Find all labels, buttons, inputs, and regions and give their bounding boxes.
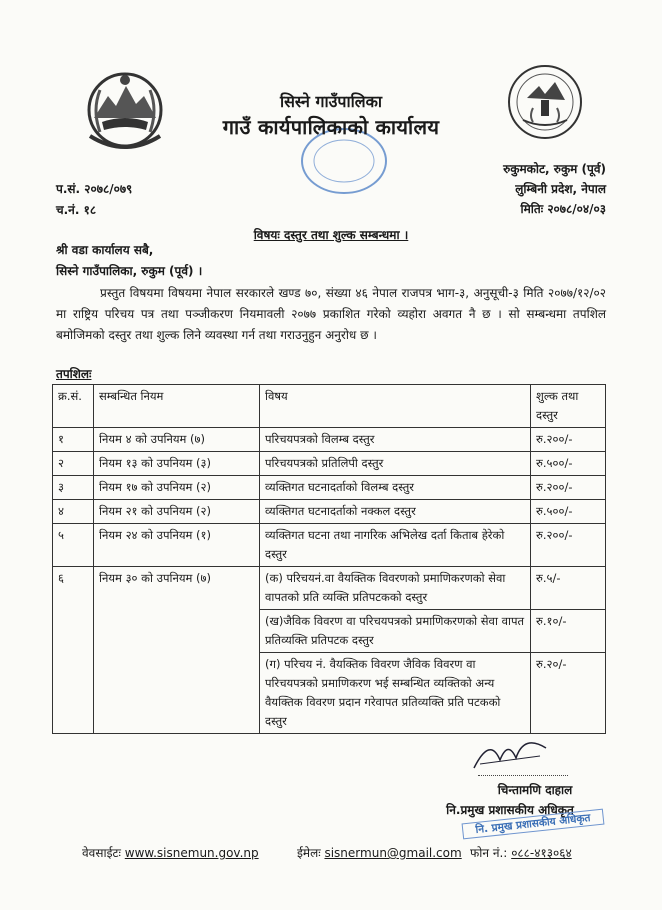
dispatch-number <box>56 201 96 218</box>
dispatch-label: च.नं. <box>56 203 80 217</box>
fee-table <box>52 384 606 734</box>
municipality-title: सिस्ने गाउँपालिका <box>279 92 383 111</box>
cell-subject: (ग) परिचय नं. वैयक्तिक विवरण जैविक विवरण वा परिचयपत्रको प्रमाणिकरण भई सम्बन्धित व्यक्तिको अन्य वैयक्तिक विवरण प्रदान गरेवापत प्रतिव्यक्ति प्रति पटकको दस्तुर <box>260 653 531 734</box>
cell-fee: रु.२००/- <box>531 428 606 452</box>
cell-rule: नियम २१ को उपनियम (२) <box>94 500 260 524</box>
header-fee: शुल्क तथा दस्तुर <box>531 385 606 428</box>
cell-sn: ४ <box>53 500 94 524</box>
cell-fee: रु.२०/- <box>531 653 606 734</box>
recipient-line-1: श्री वडा कार्यालय सबै, <box>56 243 154 257</box>
cell-subject: परिचयपत्रको प्रतिलिपी दस्तुर <box>260 452 531 476</box>
website-label: वेवसाईटः <box>82 846 121 860</box>
phone-number: ०८८-४१३०६४ <box>511 846 572 860</box>
cell-sn: ६ <box>53 567 94 734</box>
cell-sn: ५ <box>53 524 94 567</box>
cell-rule: नियम १७ को उपनियम (२) <box>94 476 260 500</box>
cell-fee: रु.५/- <box>531 567 606 610</box>
cell-subject: (क) परिचयनं.वा वैयक्तिक विवरणको प्रमाणिकरणको सेवा वापतको प्रति व्यक्ति प्रतिपटकको दस्तुर <box>260 567 531 610</box>
signatory-designation: नि.प्रमुख प्रशासकीय अधिकृत <box>446 803 574 817</box>
date-label: मितिः <box>520 202 544 216</box>
cell-rule: नियम ३० को उपनियम (७) <box>94 567 260 734</box>
table-row <box>53 452 606 476</box>
cell-subject: (ख)जैविक विवरण वा परिचयपत्रको प्रमाणिकरणको सेवा वापत प्रतिव्यक्ति प्रतिपटक दस्तुर <box>260 610 531 653</box>
date-value: २०७८/०४/०३ <box>547 202 606 216</box>
footer-phone <box>470 844 572 861</box>
cell-subject: परिचयपत्रको विलम्ब दस्तुर <box>260 428 531 452</box>
cell-fee: रु.५००/- <box>531 500 606 524</box>
address-line-1: रुकुमकोट, रुकुम (पूर्व) <box>503 162 606 176</box>
header-subject: विषय <box>260 385 531 428</box>
email-link[interactable]: sisnermun@gmail.com <box>324 846 462 860</box>
cell-rule: नियम २४ को उपनियम (१) <box>94 524 260 567</box>
address-line-2: लुम्बिनी प्रदेश, नेपाल <box>515 182 606 196</box>
cell-sn: २ <box>53 452 94 476</box>
cell-subject: व्यक्तिगत घटनादर्ताको नक्कल दस्तुर <box>260 500 531 524</box>
cell-sn: ३ <box>53 476 94 500</box>
ref-value: २०७८/०७९ <box>84 182 133 196</box>
cell-rule: नियम ४ को उपनियम (७) <box>94 428 260 452</box>
dispatch-value: १८ <box>83 203 97 217</box>
website-link[interactable]: www.sisnemun.gov.np <box>124 846 259 860</box>
cell-fee: रु.२००/- <box>531 476 606 500</box>
cell-fee: रु.२००/- <box>531 524 606 567</box>
details-label: तपशिलः <box>56 367 92 381</box>
table-row <box>53 500 606 524</box>
table-row <box>53 428 606 452</box>
table-row <box>53 476 606 500</box>
table-row <box>53 567 606 610</box>
cell-sn: १ <box>53 428 94 452</box>
recipient-line-2: सिस्ने गाउँपालिका, रुकुम (पूर्व) । <box>56 264 203 278</box>
designation-stamp: नि. प्रमुख प्रशासकीय अधिकृत <box>462 809 605 840</box>
cell-subject: व्यक्तिगत घटना तथा नागरिक अभिलेख दर्ता किताब हेरेको दस्तुर <box>260 524 531 567</box>
cell-rule: नियम १३ को उपनियम (३) <box>94 452 260 476</box>
cell-subject: व्यक्तिगत घटनादर्ताको विलम्ब दस्तुर <box>260 476 531 500</box>
footer-email <box>297 844 462 861</box>
signature-line <box>478 775 568 776</box>
signature-mark <box>470 730 550 780</box>
header-sn: क्र.सं. <box>53 385 94 428</box>
footer-website <box>82 844 259 861</box>
table-row <box>53 524 606 567</box>
nepal-emblem-icon <box>80 66 170 158</box>
letter-date <box>456 200 606 217</box>
signatory-name: चिन्तामणि दाहाल <box>497 783 573 797</box>
phone-label: फोन नं.: <box>470 846 508 860</box>
ref-label: प.सं. <box>56 182 81 196</box>
cell-fee: रु.१०/- <box>531 610 606 653</box>
reference-number <box>56 180 132 197</box>
header-rule: सम्बन्धित नियम <box>94 385 260 428</box>
table-header-row <box>53 385 606 428</box>
email-label: ईमेलः <box>297 846 321 860</box>
body-paragraph: प्रस्तुत विषयमा विषयमा नेपाल सरकारले खण्ड ७०, संख्या ४६ नेपाल राजपत्र भाग-३, अनुसूची-३ मिति २०७७/१२/०२ मा राष्ट्रिय परिचय पत्र तथा पञ्जीकरण नियमावली २०७७ प्रकाशित गरेको व्यहोरा अवगत नै छ । सो सम्बन्धमा तपशिल बमोजिमको दस्तुर तथा शुल्क लिने व्यवस्था गर्न तथा गराउनुहुन अनुरोध छ । <box>56 286 606 342</box>
cell-fee: रु.५००/- <box>531 452 606 476</box>
subject-line: विषयः दस्तुर तथा शुल्क सम्बन्धमा । <box>253 228 409 242</box>
office-title: गाउँ कार्यपालिकाको कार्यालय <box>222 115 440 139</box>
